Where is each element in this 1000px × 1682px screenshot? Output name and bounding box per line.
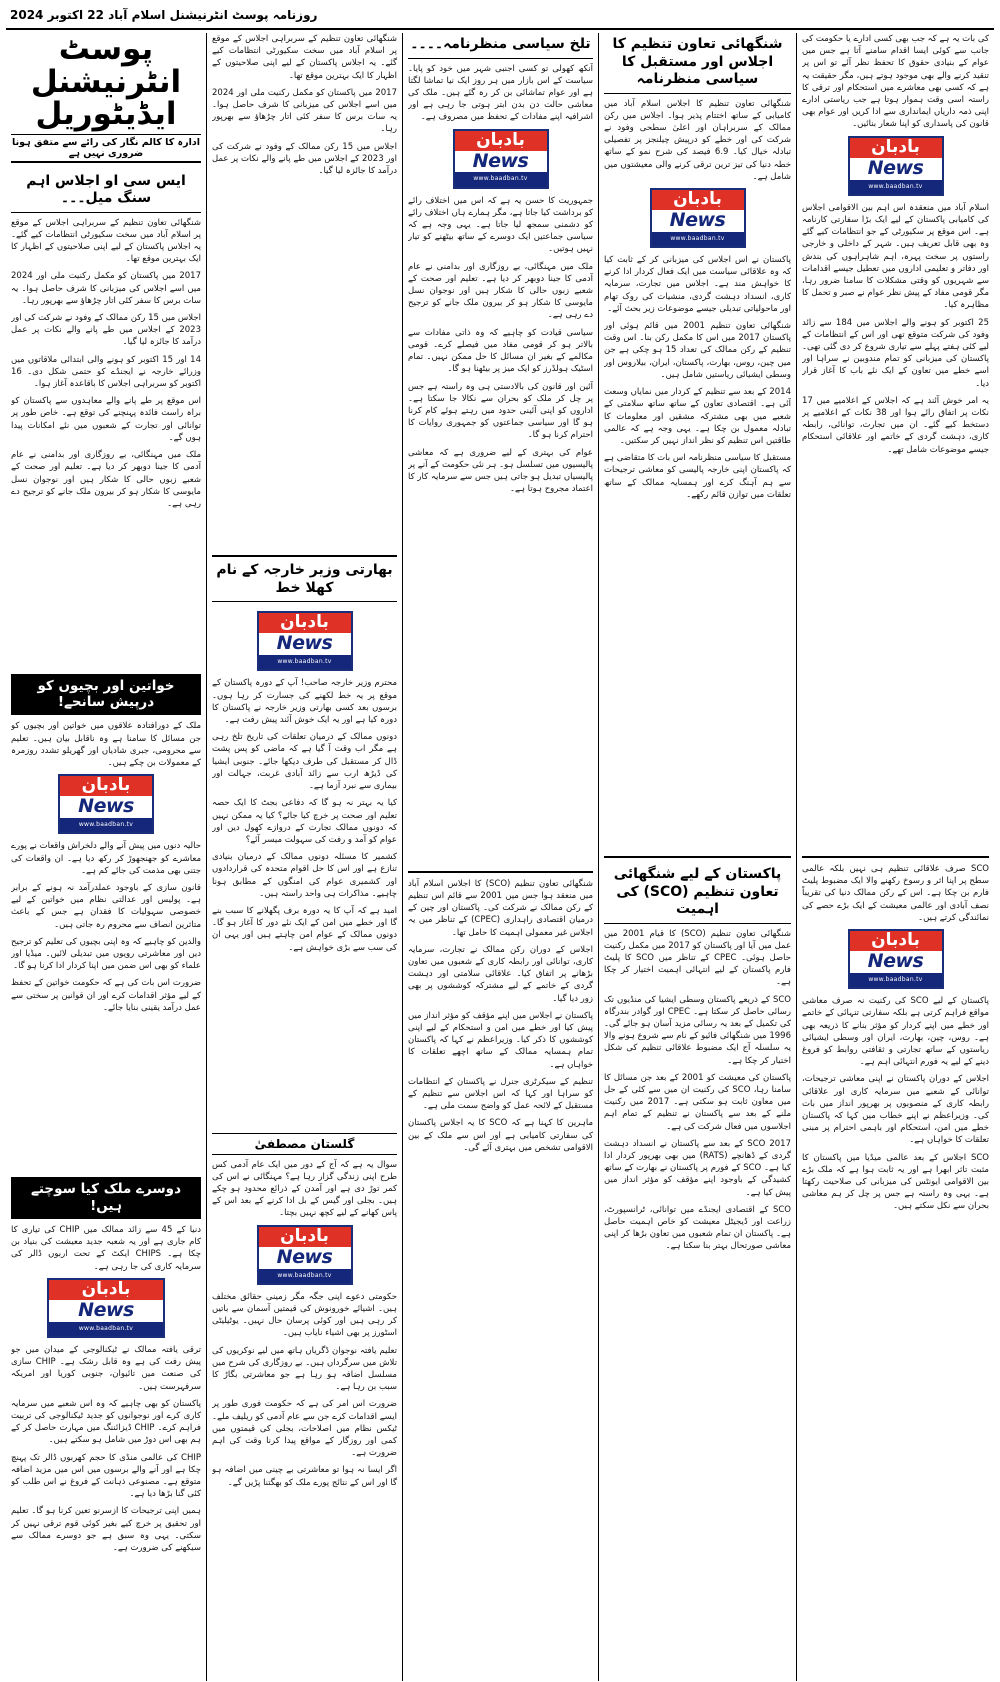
paragraph: شنگھائی تعاون تنظیم کا اجلاس اسلام آباد میں کامیابی کے ساتھ اختتام پذیر ہوا۔ اجلاس میں رکن ممالک کے سربراہان اور اعلیٰ سطحی وفود نے شرکت کی اور خطے کو درپیش چیلنجز پر تفصیلی تبادلہ خیال کیا۔ 6.9 فیصد کی شرح نمو کے ساتھ خطہ دنیا کی تیز ترین ترقی کرنے والی معیشتوں میں شامل ہے۔ — [604, 98, 791, 182]
paragraph: اگر ایسا نہ ہوا تو معاشرتی بے چینی میں اضافہ ہو گا اور اس کے نتائج پورے ملک کو بھگتنا پڑیں گے۔ — [212, 1465, 397, 1488]
paragraph: آنکھ کھولی تو کسی اجنبی شہر میں خود کو پایا۔ سیاست کے اس بازار میں ہر روز ایک نیا تماشا لگتا ہے اور عوام تماشائی بن کر رہ گئے ہیں۔ ملک کی معاشی حالت دن بدن ابتر ہوتی جا رہی ہے اور اشرافیہ اپنے مفادات کے تحفظ میں مصروف ہے۔ — [408, 63, 593, 123]
logo-website-text: www.baadban.tv — [259, 655, 351, 669]
logo-website-text: www.baadban.tv — [259, 1269, 351, 1283]
paragraph: SCO صرف علاقائی تنظیم ہی نہیں بلکہ عالمی سطح پر اپنا اثر و رسوخ رکھنے والا ایک مضبوط پلیٹ فارم بن چکا ہے۔ اس کے رکن ممالک دنیا کی تقریباً نصف آبادی اور عالمی معیشت کے ایک بڑے حصے کی نمائندگی کرتے ہیں۔ — [802, 864, 989, 923]
logo-urdu-text: بادبان — [850, 138, 942, 158]
logo-news-text: News — [850, 158, 942, 180]
paragraph: سوال یہ ہے کہ آج کے دور میں ایک عام آدمی کس طرح اپنی زندگی گزار رہا ہے؟ مہنگائی نے اس کی کمر توڑ دی ہے اور آمدن کے ذرائع محدود ہو چکے ہیں۔ بجلی اور گیس کے بل ادا کرنے کے بعد اس کے پاس کھانے کے لیے کچھ نہیں بچتا۔ — [212, 1159, 397, 1219]
paragraph: شنگھائی تعاون تنظیم (SCO) کا اجلاس اسلام آباد میں منعقد ہوا جس میں 2001 سے قائم اس تنظیم کے رکن ممالک نے شرکت کی۔ پاکستان اور چین کے درمیان اقتصادی راہداری (CPEC) کے تناظر میں یہ اجلاس غیر معمولی اہمیت کا حامل تھا۔ — [408, 878, 593, 938]
paragraph: تنظیم کے سیکرٹری جنرل نے پاکستان کے انتظامات کو سراہا اور کہا کہ اس اجلاس سے تنظیم کے مستقبل کے لائحہ عمل کو واضح سمت ملی ہے۔ — [408, 1076, 593, 1112]
paragraph: دنیا کے 45 سے زائد ممالک میں CHIP کی تیاری کا کام جاری ہے اور یہ شعبہ جدید معیشت کی بنیاد بن چکا ہے۔ CHIPS ایکٹ کے تحت اربوں ڈالر کی سرمایہ کاری کی جا رہی ہے۔ — [11, 1225, 201, 1272]
article-heading-political-scene: تلخ سیاسی منظرنامہ۔۔۔۔ — [408, 33, 593, 59]
section-divider — [802, 856, 989, 858]
issue-date: 22 اکتوبر 2024 — [10, 8, 104, 22]
column-2-bottom-body — [604, 928, 791, 1682]
logo-urdu-text: بادبان — [60, 776, 152, 796]
logo-news-text: News — [652, 210, 744, 232]
logo-news-text: News — [49, 1300, 163, 1322]
baadban-news-logo — [848, 136, 944, 196]
paragraph: اسلام آباد میں منعقدہ اس اہم بین الاقوامی اجلاس کی کامیابی پاکستان کے لیے ایک بڑا سفارتی کارنامہ ہے۔ اس موقع پر سکیورٹی کے جو انتظامات کیے گئے وہ بھی قابل تعریف ہیں۔ شہر کے داخلی و خارجی راستوں پر سخت پہرہ، اہم شاہراہوں کی بندش اور دفاتر و تعلیمی اداروں میں تعطیل جیسے اقدامات سے شہریوں کو وقتی مشکلات کا سامنا ضرور رہا، مگر قومی مفاد کے پیش نظر عوام نے صبر و تحمل کا مظاہرہ کیا۔ — [802, 202, 989, 311]
article-heading-open-letter: بھارتی وزیر خارجہ کے نام کھلا خط — [212, 555, 397, 602]
paragraph: CHIP کی عالمی منڈی کا حجم کھربوں ڈالر تک پہنچ چکا ہے اور آنے والے برسوں میں اس میں مزید اضافہ متوقع ہے۔ مصنوعی ذہانت کے فروغ نے اس طلب کو کئی گنا بڑھا دیا ہے۔ — [11, 1452, 201, 1500]
paragraph: کیا یہ بہتر نہ ہو گا کہ دفاعی بجٹ کا ایک حصہ تعلیم اور صحت پر خرچ کیا جائے؟ کیا یہ ممکن نہیں کہ دونوں ممالک تجارت کے دروازے کھول دیں اور عوام کو آمد و رفت کی سہولت میسر آئے؟ — [212, 798, 397, 845]
paragraph: 2017 میں پاکستان کو مکمل رکنیت ملی اور 2024 میں اسے اجلاس کی میزبانی کا شرف حاصل ہوا۔ یہ سات برس کا سفر کئی اتار چڑھاؤ سے بھرپور رہا۔ — [212, 87, 397, 135]
column-4 — [206, 33, 402, 1681]
logo-news-text: News — [60, 796, 152, 818]
logo-urdu-text: بادبان — [850, 931, 942, 951]
column-3-bottom-body — [408, 878, 593, 1681]
nameplate-line-2: ایڈیٹوریل — [35, 96, 177, 133]
paragraph: اجلاس میں 15 رکن ممالک کے وفود نے شرکت کی اور 2023 کے اجلاس میں طے پانے والے نکات پر عمل درآمد کا جائزہ لیا گیا۔ — [212, 141, 397, 177]
column-5 — [6, 33, 206, 1681]
page-columns — [6, 33, 994, 1681]
column-1-bottom-body — [802, 863, 989, 1681]
paragraph: ہمیں اپنی ترجیحات کا ازسرنو تعین کرنا ہو گا۔ تعلیم اور تحقیق پر خرچ کیے بغیر کوئی قوم ترقی نہیں کر سکتی۔ یہی وہ سبق ہے جو دوسرے ممالک سے سیکھنے کی ضرورت ہے۔ — [11, 1506, 201, 1554]
baadban-news-logo — [257, 1225, 353, 1285]
logo-website-text: www.baadban.tv — [49, 1322, 163, 1336]
paragraph: قانون سازی کے باوجود عملدرآمد نہ ہونے کے برابر ہے۔ پولیس اور عدالتی نظام میں خواتین کے لیے خصوصی سہولیات کا فقدان ہے جس کے باعث متاثرین انصاف سے محروم رہ جاتی ہیں۔ — [11, 882, 201, 930]
paragraph: ملک کے دورافتادہ علاقوں میں خواتین اور بچیوں کو جن مسائل کا سامنا ہے وہ ناقابل بیان ہیں۔ تعلیم سے محرومی، جبری شادیاں اور گھریلو تشدد روزمرہ کے معمولات بن چکے ہیں۔ — [11, 721, 201, 768]
article-heading-sco-importance: پاکستان کے لیے شنگھائی تعاون تنظیم (SCO) کی اہمیت — [604, 863, 791, 924]
baadban-news-logo — [58, 774, 154, 834]
paragraph: ماہرین کا کہنا ہے کہ SCO کا یہ اجلاس پاکستان کی سفارتی کامیابی ہے اور اس سے ملک کے بین الاقوامی تشخص میں بہتری آئے گی۔ — [408, 1118, 593, 1153]
paragraph: حکومتی دعوے اپنی جگہ مگر زمینی حقائق مختلف ہیں۔ اشیائے خورونوش کی قیمتیں آسمان سے باتیں کر رہی ہیں اور کوئی پرسان حال نہیں۔ یوٹیلیٹی اسٹورز پر بھی اشیاء نایاب ہیں۔ — [212, 1291, 397, 1339]
paragraph: اجلاس کے دوران رکن ممالک نے تجارت، سرمایہ کاری، توانائی اور رابطہ کاری کے شعبوں میں تعاون بڑھانے پر اتفاق کیا۔ علاقائی سلامتی اور دہشت گردی کے خاتمے کے لیے مشترکہ کوششوں پر بھی زور دیا گیا۔ — [408, 944, 593, 1004]
column-3-top-body — [408, 63, 593, 866]
article-heading-sco-milestone: ایس سی او اجلاس اہم سنگ میل۔۔۔ — [11, 170, 201, 213]
paragraph: SCO کے ذریعے پاکستان وسطی ایشیا کی منڈیوں تک رسائی حاصل کر سکتا ہے۔ CPEC اور گوادر بندرگاہ کی تکمیل کے بعد یہ رسائی مزید آسان ہو جائے گی۔ 1996 میں شنگھائی فائیو کے نام سے شروع ہونے والا یہ سلسلہ آج ایک مضبوط علاقائی تنظیم کی شکل اختیار کر چکا ہے۔ — [604, 994, 791, 1066]
paragraph: 2017 میں پاکستان کو مکمل رکنیت ملی اور 2024 میں اسے اجلاس کی میزبانی کا شرف حاصل ہوا۔ یہ سات برس کا سفر کئی اتار چڑھاؤ سے بھرپور رہا۔ — [11, 271, 201, 306]
paragraph: دونوں ممالک کے درمیان تعلقات کی تاریخ تلخ رہی ہے مگر اب وقت آ گیا ہے کہ ماضی کو پس پشت ڈال کر مستقبل کی طرف دیکھا جائے۔ جنوبی ایشیا کی ڈیڑھ ارب سے زائد آبادی غربت، جہالت اور بیماری سے نبرد آزما ہے۔ — [212, 732, 397, 792]
paragraph: ضرورت اس امر کی ہے کہ حکومت فوری طور پر ایسے اقدامات کرے جن سے عام آدمی کو ریلیف ملے۔ ٹیکس نظام میں اصلاحات، بجلی کی قیمتوں میں کمی اور روزگار کے مواقع پیدا کرنا وقت کی اہم ضرورت ہے۔ — [212, 1399, 397, 1459]
masthead-dateline-bar — [6, 4, 994, 30]
paragraph: اس موقع پر طے پانے والے معاہدوں سے پاکستان کو براہ راست فائدہ پہنچنے کی توقع ہے۔ خاص طور پر توانائی اور تجارت کے شعبوں میں نئے امکانات پیدا ہوں گے۔ — [11, 396, 201, 443]
column-5-women-body — [11, 720, 201, 1177]
column-3 — [402, 33, 598, 1681]
paragraph: شنگھائی تعاون تنظیم 2001 میں قائم ہوئی اور پاکستان 2017 میں اس کا مکمل رکن بنا۔ اس وقت تنظیم کے رکن ممالک کی تعداد 15 ہو چکی ہے جن میں چین، روس، بھارت، پاکستان، ایران، بیلاروس اور وسطی ایشیائی ریاستیں شامل ہیں۔ — [604, 321, 791, 380]
logo-news-text: News — [850, 951, 942, 973]
column-5-top-body — [11, 217, 201, 674]
paragraph: ملک میں مہنگائی، بے روزگاری اور بدامنی نے عام آدمی کا جینا دوبھر کر دیا ہے۔ تعلیم اور صحت کے شعبے زبوں حالی کا شکار ہیں اور نوجوان نسل مایوسی کا شکار ہو کر بیرون ملک جانے کو ترجیح دے رہی ہے۔ — [408, 261, 593, 321]
paragraph: 14 اور 15 اکتوبر کو ہونے والی ابتدائی ملاقاتوں میں وزرائے خارجہ نے ایجنڈے کو حتمی شکل دی۔ 16 اکتوبر کو سربراہی اجلاس کا باقاعدہ آغاز ہوا۔ — [11, 354, 201, 390]
article-heading-other-country: دوسرے ملک کیا سوچتے ہیں! — [11, 1177, 201, 1219]
paragraph: کشمیر کا مسئلہ دونوں ممالک کے درمیان بنیادی تنازع ہے اور اس کا حل اقوام متحدہ کی قراردادوں اور کشمیری عوام کی امنگوں کے مطابق ہونا چاہیے۔ مذاکرات ہی واحد راستہ ہیں۔ — [212, 852, 397, 899]
nameplate-line-1: پوسٹ انٹرنیشنل — [30, 31, 182, 100]
column-1-top-body — [802, 33, 989, 851]
logo-urdu-text: بادبان — [49, 1280, 163, 1300]
paragraph: والدین کو چاہیے کہ وہ اپنی بچیوں کی تعلیم کو ترجیح دیں اور معاشرتی رویوں میں تبدیلی لائیں۔ میڈیا اور علماء کو بھی اس ضمن میں اپنا کردار ادا کرنا ہو گا۔ — [11, 936, 201, 972]
paragraph: پاکستان کی معیشت کو 2001 کے بعد جن مسائل کا سامنا رہا، SCO کی رکنیت ان میں سے کئی کے حل میں معاون ثابت ہو سکتی ہے۔ 2017 میں رکنیت ملنے کے بعد سے پاکستان نے تنظیم کے تمام اہم اجلاسوں میں فعال شرکت کی ہے۔ — [604, 1072, 791, 1132]
paragraph: عوام کی بہتری کے لیے ضروری ہے کہ معاشی پالیسیوں میں تسلسل ہو۔ ہر نئی حکومت کے آنے پر پالیسیاں تبدیل ہو جاتی ہیں جس سے سرمایہ کار کا اعتماد مجروح ہوتا ہے۔ — [408, 447, 593, 495]
paragraph: حالیہ دنوں میں پیش آنے والے دلخراش واقعات نے پورے معاشرے کو جھنجھوڑ کر رکھ دیا ہے۔ ان واقعات کی جتنی بھی مذمت کی جائے کم ہے۔ — [11, 841, 201, 876]
nameplate-disclaimer: ادارہ کا کالم نگار کی رائے سے متفق ہونا ضروری نہیں ہے — [11, 134, 201, 163]
paragraph: یہ امر خوش آئند ہے کہ اجلاس کے اعلامیے میں 17 نکات پر اتفاق رائے ہوا اور 38 نکات کے اعلامیے پر دستخط کیے گئے۔ ان میں تجارت، توانائی، رابطہ کاری، دہشت گردی کے خاتمے اور علاقائی استحکام جیسے موضوعات شامل تھے۔ — [802, 395, 989, 455]
article-heading-sco-summit: شنگھائی تعاون تنظیم کا اجلاس اور مستقبل کا سیاسی منظرنامہ — [604, 33, 791, 94]
paragraph: اجلاس کے دوران پاکستان نے اپنی معاشی ترجیحات، توانائی کے شعبے میں سرمایہ کاری اور علاقائی رابطہ کاری کے منصوبوں پر بھرپور انداز میں بات کی۔ وزیراعظم نے اپنے خطاب میں کہا کہ پاکستان خطے میں امن، استحکام اور باہمی احترام پر مبنی تعلقات کا خواہاں ہے۔ — [802, 1074, 989, 1146]
paragraph: پاکستان کے لیے SCO کی رکنیت نہ صرف معاشی مواقع فراہم کرتی ہے بلکہ سفارتی تنہائی کے خاتمے اور خطے میں اپنے کردار کو مؤثر بنانے کا ذریعہ بھی ہے۔ روس، چین، بھارت، ایران اور وسطی ایشیائی ریاستوں کے ساتھ تجارتی و ثقافتی روابط کو فروغ دینے کے لیے یہ فورم انتہائی اہم ہے۔ — [802, 996, 989, 1068]
logo-urdu-text: بادبان — [259, 613, 351, 633]
paragraph: تعلیم یافتہ نوجوان ڈگریاں ہاتھ میں لیے نوکریوں کی تلاش میں سرگرداں ہیں۔ بے روزگاری کی شرح میں مسلسل اضافہ ہو رہا ہے جو معاشرتی بگاڑ کا سبب بن رہا ہے۔ — [212, 1345, 397, 1393]
column-5-other-body — [11, 1224, 201, 1681]
logo-urdu-text: بادبان — [652, 190, 744, 210]
dateline — [10, 8, 317, 22]
logo-website-text: www.baadban.tv — [850, 180, 942, 194]
logo-news-text: News — [259, 1247, 351, 1269]
paragraph: سیاسی قیادت کو چاہیے کہ وہ ذاتی مفادات سے بالاتر ہو کر قومی مفاد میں فیصلے کرے۔ قومی مکالمے کے بغیر ان مسائل کا حل ممکن نہیں۔ تمام اسٹیک ہولڈرز کو ایک میز پر بیٹھنا ہو گا۔ — [408, 327, 593, 375]
paragraph: مستقبل کا سیاسی منظرنامہ اس بات کا متقاضی ہے کہ پاکستان اپنی خارجہ پالیسی کو معاشی ترجیحات سے ہم آہنگ کرے اور ہمسایہ ممالک کے ساتھ تعلقات میں توازن قائم رکھے۔ — [604, 453, 791, 500]
section-divider — [408, 871, 593, 873]
paragraph: کی بات یہ ہے کہ جب بھی کسی ادارے یا حکومت کی جانب سے کوئی ایسا اقدام سامنے آتا ہے جس میں عوام کے بنیادی حقوق کا تحفظ نظر آئے تو اس پر تنقید کرنے والے بھی موجود ہوتے ہیں، مگر حقیقت یہ ہے کہ کسی بھی معاشرے میں استحکام اور ترقی کا راستہ اسی وقت ہموار ہوتا ہے جب ریاستی ادارے اپنی ذمہ داریاں ایمانداری سے ادا کریں اور عوام بھی قانون کی پاسداری کو اپنا شعار بنائیں۔ — [802, 34, 989, 130]
baadban-news-logo — [650, 188, 746, 248]
paragraph: SCO اجلاس کے بعد عالمی میڈیا میں پاکستان کا مثبت تاثر ابھرا ہے اور یہ ثابت ہوا ہے کہ ملک بڑے بین الاقوامی ایونٹس کی میزبانی کی صلاحیت رکھتا ہے۔ یہی وہ راستہ ہے جس پر چل کر ہم معاشی بحران سے نکل سکتے ہیں۔ — [802, 1152, 989, 1212]
paragraph: پاکستان نے اس اجلاس کی میزبانی کر کے ثابت کیا کہ وہ علاقائی سیاست میں ایک فعال کردار ادا کرنے کا خواہش مند ہے۔ اجلاس میں تجارت، سرمایہ کاری، انسداد دہشت گردی، منشیات کی روک تھام اور ماحولیاتی تبدیلی جیسے موضوعات زیر بحث آئے۔ — [604, 255, 791, 314]
article-heading-women-children: خواتین اور بچیوں کو درپیش سانحے! — [11, 674, 201, 716]
column-4-bottom-body — [212, 1159, 397, 1681]
paragraph: پاکستان کو بھی چاہیے کہ وہ اس شعبے میں سرمایہ کاری کرے اور نوجوانوں کو جدید ٹیکنالوجی کی تربیت فراہم کرے۔ CHIP ڈیزائننگ میں مہارت حاصل کر کے ہم بھی اس دوڑ میں شامل ہو سکتے ہیں۔ — [11, 1398, 201, 1446]
column-2 — [598, 33, 796, 1681]
paragraph: شنگھائی تعاون تنظیم (SCO) کا قیام 2001 میں عمل میں آیا اور پاکستان کو 2017 میں مکمل رکنیت حاصل ہوئی۔ CPEC کے تناظر میں SCO کا پلیٹ فارم پاکستان کے لیے انتہائی اہمیت اختیار کر چکا ہے۔ — [604, 928, 791, 988]
paragraph: محترم وزیر خارجہ صاحب! آپ کے دورہ پاکستان کے موقع پر یہ خط لکھنے کی جسارت کر رہا ہوں۔ برسوں بعد کسی بھارتی وزیر خارجہ نے پاکستان کا دورہ کیا ہے اور یہ ایک خوش آئند پیش رفت ہے۔ — [212, 678, 397, 726]
paragraph: شنگھائی تعاون تنظیم کے سربراہی اجلاس کے موقع پر اسلام آباد میں سخت سکیورٹی انتظامات کیے گئے۔ یہ اجلاس پاکستان کے لیے اپنی صلاحیتوں کے اظہار کا ایک بہترین موقع تھا۔ — [212, 34, 397, 81]
logo-website-text: www.baadban.tv — [652, 232, 744, 246]
section-divider — [604, 856, 791, 858]
column-2-top-body — [604, 98, 791, 852]
paragraph: آئین اور قانون کی بالادستی ہی وہ راستہ ہے جس پر چل کر ملک کو بحران سے نکالا جا سکتا ہے۔ اداروں کو اپنی آئینی حدود میں رہتے ہوئے کام کرنا ہو گا اور سیاسی جماعتوں کو جمہوری روایات کا احترام کرنا ہو گا۔ — [408, 381, 593, 441]
logo-website-text: www.baadban.tv — [850, 973, 942, 987]
paragraph: SCO 2017 کے بعد سے پاکستان نے انسداد دہشت گردی کے ڈھانچے (RATS) میں بھی بھرپور کردار ادا کیا ہے۔ SCO کے فورم پر پاکستان نے بھارت کے ساتھ کشیدگی کے باوجود اپنے مؤقف کو مؤثر انداز میں پیش کیا ہے۔ — [604, 1138, 791, 1198]
logo-news-text: News — [455, 151, 547, 173]
paragraph: جمہوریت کا حسن یہ ہے کہ اس میں اختلاف رائے کو برداشت کیا جاتا ہے، مگر ہمارے ہاں اختلاف رائے کو دشمنی سمجھ لیا جاتا ہے۔ یہی وجہ ہے کہ سیاسی جماعتیں ایک دوسرے کے ساتھ بیٹھنے کو تیار نہیں ہوتیں۔ — [408, 195, 593, 255]
logo-website-text: www.baadban.tv — [60, 818, 152, 832]
paragraph: ضرورت اس بات کی ہے کہ حکومت خواتین کے تحفظ کے لیے مؤثر اقدامات کرے اور ان قوانین پر سختی سے عمل درآمد یقینی بنایا جائے۔ — [11, 978, 201, 1013]
column-1 — [796, 33, 994, 1681]
logo-news-text: News — [259, 633, 351, 655]
paragraph: امید ہے کہ آپ کا یہ دورہ برف پگھلانے کا سبب بنے گا اور خطے میں امن کے ایک نئے دور کا آغاز ہو گا۔ دونوں ممالک کے عوام امن چاہتے ہیں اور یہی ان کی سب سے بڑی خواہش ہے۔ — [212, 905, 397, 953]
paragraph: 25 اکتوبر کو ہونے والے اجلاس میں 184 سے زائد وفود کی شرکت متوقع تھی اور اس کے انتظامات کے لیے کئی ہفتے پہلے سے تیاری شروع کر دی گئی تھی۔ پاکستان کی میزبانی کو تمام مندوبین نے سراہا اور اسے خطے میں تعاون کے ایک نئے باب کا آغاز قرار دیا۔ — [802, 317, 989, 389]
paragraph: پاکستان نے اجلاس میں اپنے مؤقف کو مؤثر انداز میں پیش کیا اور خطے میں امن و استحکام کے لیے اپنی کوششوں کا ذکر کیا۔ وزیراعظم نے کہا کہ پاکستان تمام ہمسایہ ممالک کے ساتھ اچھے تعلقات کا خواہاں ہے۔ — [408, 1010, 593, 1070]
column-4-top-body — [212, 33, 397, 555]
baadban-news-logo — [848, 929, 944, 989]
paper-name: روزنامہ پوسٹ انٹرنیشنل اسلام آباد — [108, 8, 318, 22]
logo-urdu-text: بادبان — [259, 1227, 351, 1247]
paragraph: ملک میں مہنگائی، بے روزگاری اور بدامنی نے عام آدمی کا جینا دوبھر کر دیا ہے۔ تعلیم اور صحت کے شعبے زبوں حالی کا شکار ہیں اور نوجوان نسل مایوسی کا شکار ہو کر بیرون ملک جانے کو ترجیح دے رہی ہے۔ — [11, 450, 201, 509]
paragraph: ترقی یافتہ ممالک نے ٹیکنالوجی کے میدان میں جو پیش رفت کی ہے وہ قابل رشک ہے۔ CHIP سازی کی صنعت میں تائیوان، جنوبی کوریا اور امریکہ سرفہرست ہیں۔ — [11, 1345, 201, 1392]
logo-website-text: www.baadban.tv — [455, 172, 547, 186]
column-4-letter-body — [212, 606, 397, 1128]
baadban-news-logo — [453, 129, 549, 189]
nameplate — [11, 33, 201, 167]
paragraph: اجلاس میں 15 رکن ممالک کے وفود نے شرکت کی اور 2023 کے اجلاس میں طے پانے والے نکات پر عمل درآمد کا جائزہ لیا گیا۔ — [11, 313, 201, 348]
author-byline: گلستان مصطفیٰ — [212, 1133, 397, 1155]
logo-urdu-text: بادبان — [455, 131, 547, 151]
paragraph: SCO کے اقتصادی ایجنڈے میں توانائی، ٹرانسپورٹ، زراعت اور ڈیجیٹل معیشت کو خاص اہمیت حاصل ہے۔ پاکستان ان تمام شعبوں میں تعاون بڑھا کر اپنی معاشی صورتحال بہتر بنا سکتا ہے۔ — [604, 1204, 791, 1252]
paragraph: شنگھائی تعاون تنظیم کے سربراہی اجلاس کے موقع پر اسلام آباد میں سخت سکیورٹی انتظامات کیے گئے۔ یہ اجلاس پاکستان کے لیے اپنی صلاحیتوں کے اظہار کا ایک بہترین موقع تھا۔ — [11, 217, 201, 265]
baadban-news-logo — [257, 611, 353, 671]
baadban-news-logo — [47, 1278, 165, 1338]
paragraph: 2014 کے بعد سے تنظیم کے کردار میں نمایاں وسعت آئی ہے۔ اقتصادی تعاون کے ساتھ ساتھ سلامتی کے شعبے میں بھی مشترکہ مشقیں اور معلومات کا تبادلہ معمول بن چکا ہے۔ یہی وجہ ہے کہ عالمی طاقتیں اس تنظیم کو نظر انداز نہیں کر سکتیں۔ — [604, 387, 791, 446]
